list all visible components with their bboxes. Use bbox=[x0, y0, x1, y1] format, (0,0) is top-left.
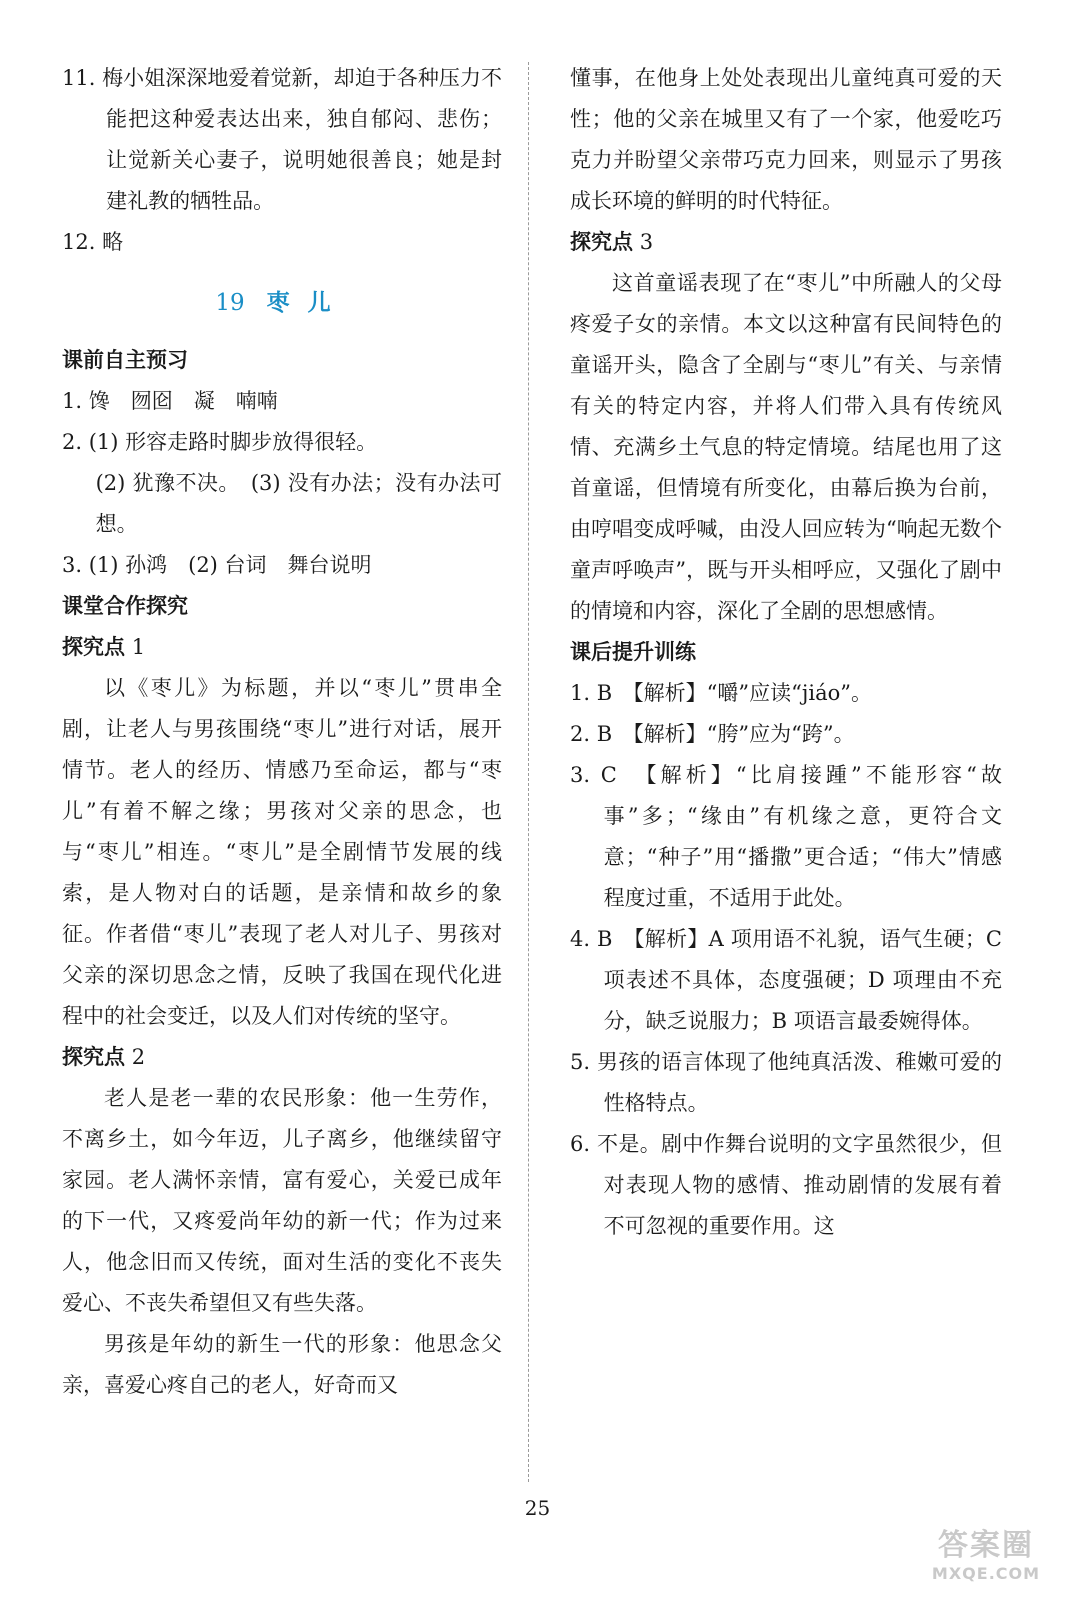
column-divider bbox=[528, 62, 529, 1482]
answer-12: 12. 略 bbox=[62, 230, 124, 254]
inquiry-point-2-label: 探究点 2 bbox=[62, 1045, 146, 1069]
inquiry-point-3-label: 探究点 3 bbox=[570, 230, 654, 254]
section-heading-preview: 课前自主预习 bbox=[62, 348, 188, 372]
inquiry-point-1-label: 探究点 1 bbox=[62, 635, 146, 659]
training-answer-4: 4. B 【解析】A 项用语不礼貌，语气生硬；C 项表述不具体，态度强硬；D 项理由不充分，缺乏说服力；B 项语言最委婉得体。 bbox=[570, 927, 1002, 1033]
lesson-number: 19 bbox=[215, 290, 245, 316]
right-column bbox=[570, 58, 1002, 1247]
training-answer-2: 2. B 【解析】“胯”应为“跨”。 bbox=[570, 722, 855, 746]
lesson-title bbox=[62, 283, 502, 324]
section-heading-after-class: 课后提升训练 bbox=[570, 640, 696, 664]
lesson-name: 枣儿 bbox=[266, 290, 349, 316]
inquiry-point-3-text: 这首童谣表现了在“枣儿”中所融人的父母疼爱子女的亲情。本文以这种富有民间特色的童谣开头，隐含了全剧与“枣儿”有关、与亲情有关的特定内容，并将人们带入具有传统风情、充满乡土气息的特定情境。结尾也用了这首童谣，但情境有所变化，由幕后换为台前，由哼唱变成呼喊，由没人回应转为“响起无数个童声呼唤声”，既与开头相呼应，又强化了剧中的情境和内容，深化了全剧的思想感情。 bbox=[570, 271, 1002, 623]
training-answer-6: 6. 不是。剧中作舞台说明的文字虽然很少，但对表现人物的感情、推动剧情的发展有着不可忽视的重要作用。这 bbox=[570, 1132, 1002, 1238]
inquiry-point-2-continued: 懂事，在他身上处处表现出儿童纯真可爱的天性；他的父亲在城里又有了一个家，他爱吃巧克力并盼望父亲带巧克力回来，则显示了男孩成长环境的鲜明的时代特征。 bbox=[570, 66, 1002, 213]
preview-answer-2b: (2) 犹豫不决。 (3) 没有办法；没有办法可想。 bbox=[95, 471, 502, 536]
training-answer-1: 1. B 【解析】“嚼”应读“jiáo”。 bbox=[570, 681, 872, 705]
watermark-logo: 答案圈 MXQE.COM bbox=[931, 1528, 1041, 1583]
inquiry-point-1-text: 以《枣儿》为标题，并以“枣儿”贯串全剧，让老人与男孩围绕“枣儿”进行对话，展开情节。老人的经历、情感乃至命运，都与“枣儿”有着不解之缘；男孩对父亲的思念，也与“枣儿”相连。“枣儿”是全剧情节发展的线索，是人物对白的话题，是亲情和故乡的象征。作者借“枣儿”表现了老人对儿子、男孩对父亲的深切思念之情，反映了我国在现代化进程中的社会变迁，以及人们对传统的坚守。 bbox=[62, 676, 502, 1028]
training-answer-3: 3. C 【解析】“比肩接踵”不能形容“故事”多；“缘由”有机缘之意，更符合文意；“种子”用“播撒”更合适；“伟大”情感程度过重，不适用于此处。 bbox=[570, 763, 1002, 910]
answer-11: 11. 梅小姐深深地爱着觉新，却迫于各种压力不能把这种爱表达出来，独自郁闷、悲伤；让觉新关心妻子，说明她很善良；她是封建礼教的牺牲品。 bbox=[62, 66, 502, 213]
preview-answer-3: 3. (1) 孙鸿 (2) 台词 舞台说明 bbox=[62, 553, 372, 577]
training-answer-5: 5. 男孩的语言体现了他纯真活泼、稚嫩可爱的性格特点。 bbox=[570, 1050, 1002, 1115]
inquiry-point-2-text-b: 男孩是年幼的新生一代的形象：他思念父亲，喜爱心疼自己的老人，好奇而又 bbox=[62, 1332, 502, 1397]
left-column bbox=[62, 58, 502, 1406]
section-heading-class: 课堂合作探究 bbox=[62, 594, 188, 618]
inquiry-point-2-text: 老人是老一辈的农民形象：他一生劳作，不离乡土，如今年迈，儿子离乡，他继续留守家园。老人满怀亲情，富有爱心，关爱已成年的下一代，又疼爱尚年幼的新一代；作为过来人，他念旧而又传统，面对生活的变化不丧失爱心、不丧失希望但又有些失落。 bbox=[62, 1086, 502, 1315]
preview-answer-2a: 2. (1) 形容走路时脚步放得很轻。 bbox=[62, 430, 378, 454]
page-number: 25 bbox=[524, 1496, 551, 1520]
preview-answer-1: 1. 馋 囫囵 凝 喃喃 bbox=[62, 389, 278, 413]
